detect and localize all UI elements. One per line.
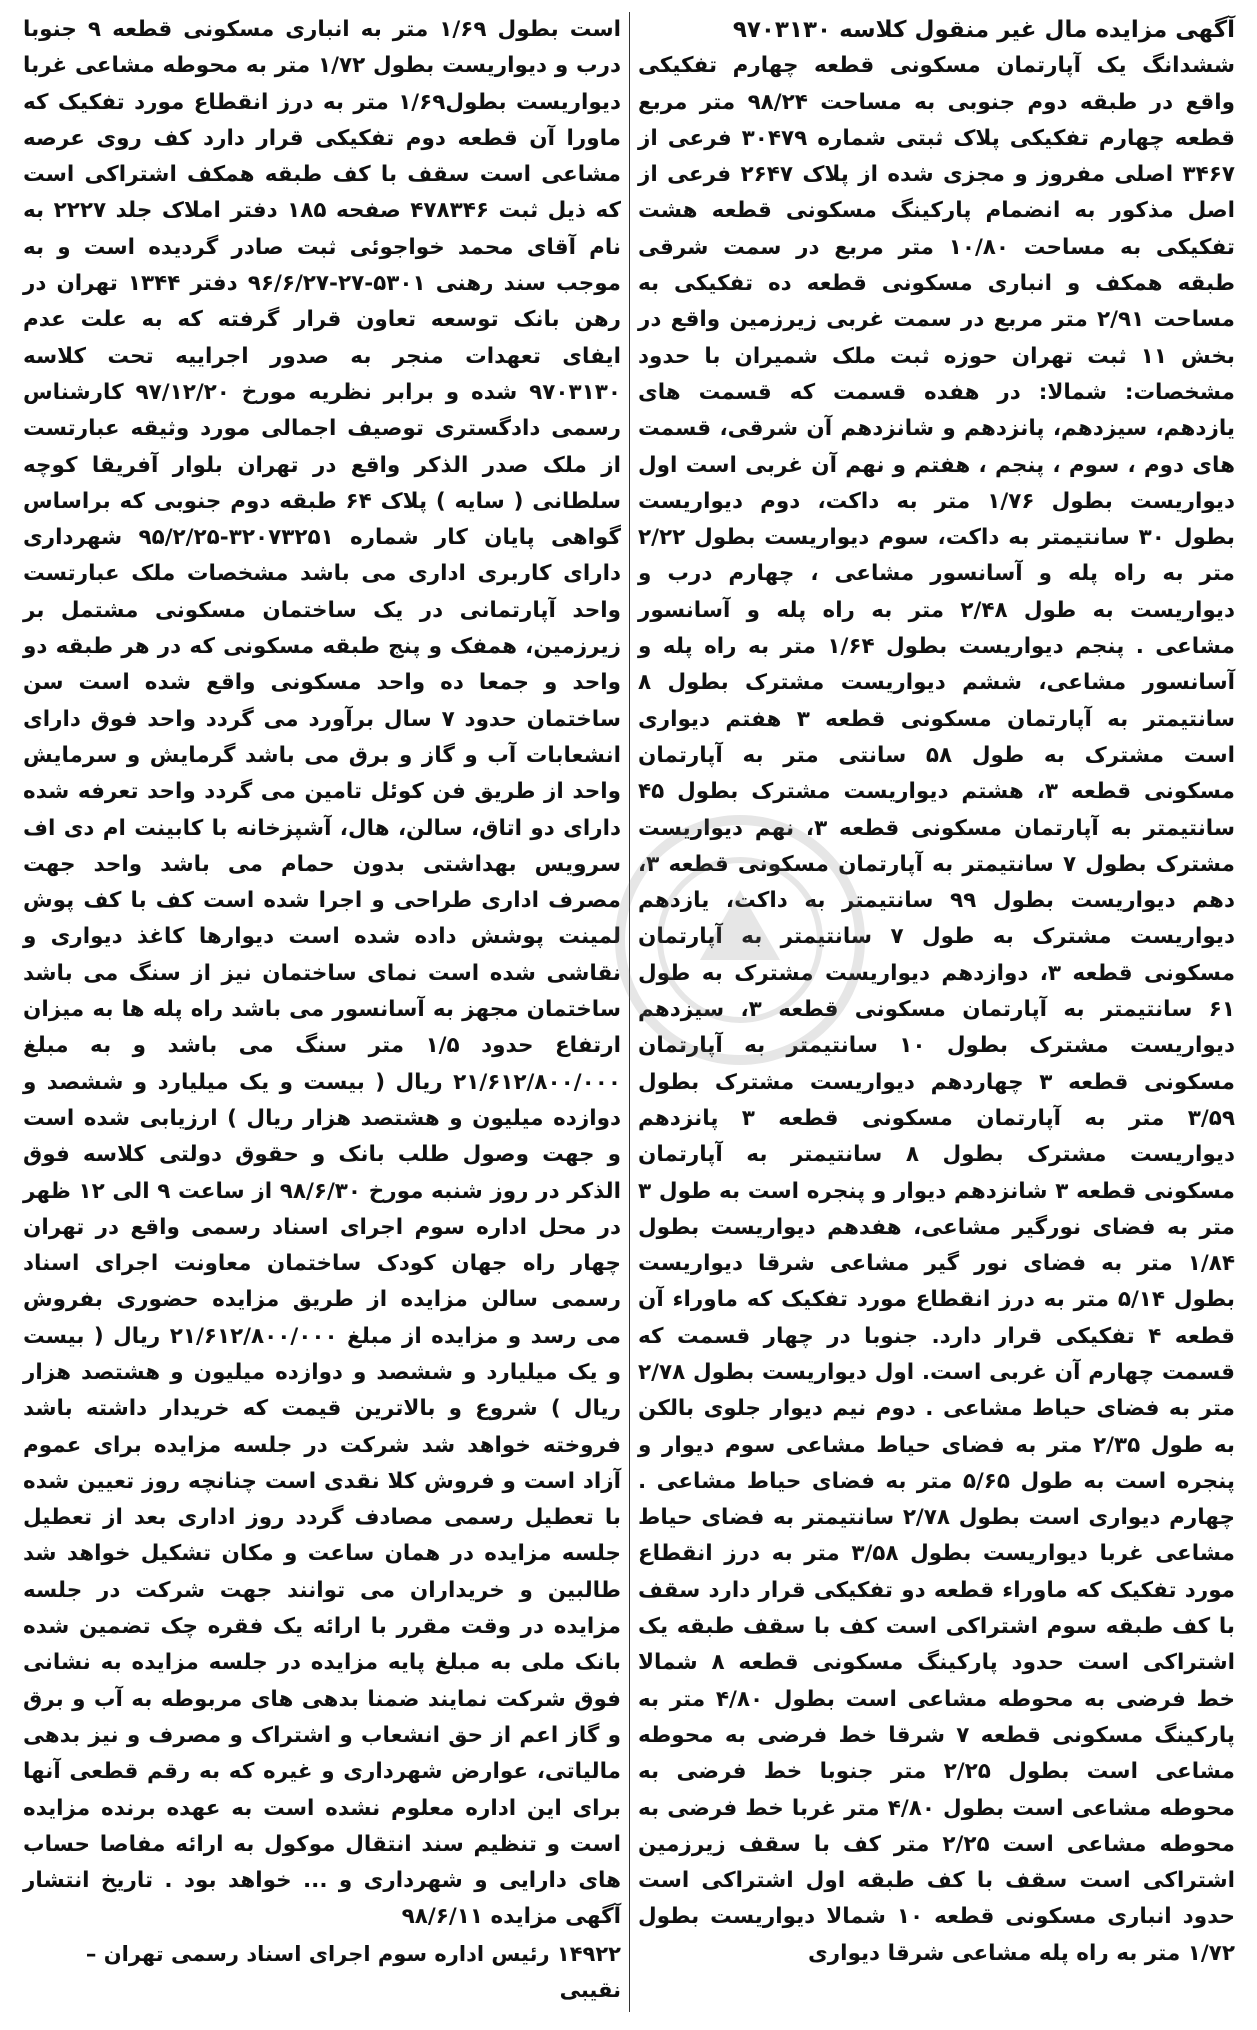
notice-title: آگهی مزایده مال غیر منقول کلاسه ۹۷۰۳۱۳۰ [732,17,1235,43]
left-column-text: است بطول ۱/۶۹ متر به انباری مسکونی قطعه ۹ جنوبا درب و دیواریست بطول ۱/۷۲ متر به محوطه مشاعی غربا دیواریست بطول۱/۶۹ متر به درز انقطاع مورد تفکیک که ماورا آن قطعه دوم تفکیکی قرار دارد کف روی عرصه مشاعی است سقف با کف طبقه همکف اشتراکی است که ذیل ثبت ۴۷۸۳۴۶ صفحه ۱۸۵ دفتر املاک جلد ۲۲۲۷ به نام آقای محمد خواجوئی ثبت صادر گردیده است و به موجب سند رهنی ۵۳۰۱-۲۷-۹۶/۶/۲۷ دفتر ۱۳۴۴ تهران در رهن بانک توسعه تعاون قرار گرفته که به علت عدم ایفای تعهدات منجر به صدور اجراییه تحت کلاسه ۹۷۰۳۱۳۰ شده و برابر نظریه مورخ ۹۷/۱۲/۲۰ کارشناس رسمی دادگستری توصیف اجمالی مورد وثیقه عبارتست از ملک صدر الذکر واقع در تهران بلوار آفریقا کوچه سلطانی ( سایه ) پلاک ۶۴ طبقه دوم جنوبی که براساس گواهی پایان کار شماره ۳۲۰۷۳۲۵۱-۹۵/۲/۲۵ شهرداری دارای کاربری اداری می باشد مشخصات ملک عبارتست واحد آپارتمانی در یک ساختمان مسکونی مشتمل بر زیرزمین، همفک و پنج طبقه مسکونی که در هر طبقه دو واحد و جمعا ده واحد مسکونی واقع شده است سن ساختمان حدود ۷ سال برآورد می گردد واحد فوق دارای انشعابات آب و گاز و برق می باشد گرمایش و سرمایش واحد از طریق فن کوئل تامین می گردد واحد تعرفه شده دارای دو اتاق، سالن، هال، آشپزخانه با کابینت ام دی اف سرویس بهداشتی بدون حمام می باشد واحد جهت مصرف اداری طراحی و اجرا شده است کف با کف پوش لمینت پوشش داده شده است دیوارها کاغذ دیواری و نقاشی شده است نمای ساختمان نیز از سنگ می باشد ساختمان مجهز به آسانسور می باشد راه پله ها به میزان ارتفاع حدود ۱/۵ متر سنگ می باشد و به مبلغ ۲۱/۶۱۲/۸۰۰/۰۰۰ ریال ( بیست و یک میلیارد و ششصد و دوازده میلیون و هشتصد هزار ریال ) ارزیابی شده است و جهت وصول طلب بانک و حقوق دولتی کلاسه فوق الذکر در روز شنبه مورخ ۹۸/۶/۳۰ از ساعت ۹ الی ۱۲ ظهر در محل اداره سوم اجرای اسناد رسمی واقع در تهران چهار راه جهان کودک ساختمان معاونت اجرای اسناد رسمی سالن مزایده از طریق مزایده حضوری بفروش می رسد و مزایده از مبلغ ۲۱/۶۱۲/۸۰۰/۰۰۰ ریال ( بیست و یک میلیارد و ششصد و دوازده میلیون و هشتصد هزار ریال ) شروع و بالاترین قیمت که خریدار داشته باشد فروخته خواهد شد شرکت در جلسه مزایده برای عموم آزاد است و فروش کلا نقدی است چنانچه روز تعیین شده با تعطیل رسمی مصادف گردد روز اداری بعد از تعطیل جلسه مزایده در همان ساعت و مکان تشکیل خواهد شد طالبین و خریداران می توانند جهت شرکت در جلسه مزایده در وقت مقرر با ارائه یک فقره چک تضمین شده بانک ملی به مبلغ پایه مزایده در جلسه مزایده به نشانی فوق شرکت نمایند ضمنا بدهی های مربوطه به آب و برق و گاز اعم از حق انشعاب و اشتراک و مصرف و نیز بدهی مالیاتی، عوارض شهرداری و غیره که به رقم قطعی آنها برای این اداره معلوم نشده است به عهده برنده مزایده است و تنظیم سند انتقال موکول به ارائه مفاصا حساب های دارایی و شهرداری و ... خواهد بود . تاریخ انتشار آگهی مزایده ۹۸/۶/۱۱ [23,17,622,1930]
right-column [629,12,1243,2012]
right-column-text: ششدانگ یک آپارتمان مسکونی قطعه چهارم تفکیکی واقع در طبقه دوم جنوبی به مساحت ۹۸/۲۴ متر مربع قطعه چهارم تفکیکی پلاک ثبتی شماره ۳۰۴۷۹ فرعی از ۳۴۶۷ اصلی مفروز و مجزی شده از پلاک ۲۶۴۷ فرعی از اصل مذکور به انضمام پارکینگ مسکونی قطعه هشت تفکیکی به مساحت ۱۰/۸۰ متر مربع در سمت شرقی طبقه همکف و انباری مسکونی قطعه ده تفکیکی به مساحت ۲/۹۱ متر مربع در سمت غربی زیرزمین واقع در بخش ۱۱ ثبت تهران حوزه ثبت ملک شمیران با حدود مشخصات: شمالا: در هفده قسمت که قسمت های یازدهم، سیزدهم، پانزدهم و شانزدهم آن شرقی، قسمت های دوم ، سوم ، پنجم ، هفتم و نهم آن غربی است اول دیواریست بطول ۱/۷۶ متر به داکت، دوم دیواریست بطول ۳۰ سانتیمتر به داکت، سوم دیواریست بطول ۲/۲۲ متر به راه پله و آسانسور مشاعی ، چهارم درب و دیواریست به طول ۲/۴۸ متر به راه پله و آسانسور مشاعی . پنجم دیواریست بطول ۱/۶۴ متر به راه پله و آسانسور مشاعی، ششم دیواریست مشترک بطول ۸ سانتیمتر به آپارتمان مسکونی قطعه ۳ هفتم دیواری است مشترک به طول ۵۸ سانتی متر به آپارتمان مسکونی قطعه ۳، هشتم دیواریست مشترک بطول ۴۵ سانتیمتر به آپارتمان مسکونی قطعه ۳، نهم دیواریست مشترک بطول ۷ سانتیمتر به آپارتمان مسکونی قطعه ۳، دهم دیواریست بطول ۹۹ سانتیمتر به داکت، یازدهم دیواریست مشترک به طول ۷ سانتیمتر به آپارتمان مسکونی قطعه ۳، دوازدهم دیواریست مشترک به طول ۶۱ سانتیمتر به آپارتمان مسکونی قطعه ۳، سیزدهم دیواریست مشترک بطول ۱۰ سانتیمتر به آپارتمان مسکونی قطعه ۳ چهاردهم دیواریست مشترک بطول ۳/۵۹ متر به آپارتمان مسکونی قطعه ۳ پانزدهم دیواریست مشترک بطول ۸ سانتیمتر به آپارتمان مسکونی قطعه ۳ شانزدهم دیوار و پنجره است به طول ۳ متر به فضای نورگیر مشاعی، هفدهم دیواریست بطول ۱/۸۴ متر به فضای نور گیر مشاعی شرقا دیواریست بطول ۵/۱۴ متر به درز انقطاع مورد تفکیک که ماوراء آن قطعه ۴ تفکیکی قرار دارد. جنوبا در چهار قسمت که قسمت چهارم آن غربی است. اول دیواریست بطول ۲/۷۸ متر به فضای حیاط مشاعی . دوم نیم دیوار جلوی بالکن به طول ۲/۳۵ متر به فضای حیاط مشاعی سوم دیوار و پنجره است به طول ۵/۶۵ متر به فضای حیاط مشاعی . چهارم دیواری است بطول ۲/۷۸ سانتیمتر به فضای حیاط مشاعی غربا دیواریست بطول ۳/۵۸ متر به درز انقطاع مورد تفکیک که ماوراء قطعه دو تفکیکی قرار دارد سقف با کف طبقه سوم اشتراکی است کف با سقف طبقه یک اشتراکی است حدود پارکینگ مسکونی قطعه ۸ شمالا خط فرضی به محوطه مشاعی است بطول ۴/۸۰ متر به پارکینگ مسکونی قطعه ۷ شرقا خط فرضی به محوطه مشاعی است بطول ۲/۲۵ متر جنوبا خط فرضی به محوطه مشاعی است بطول ۴/۸۰ متر غربا خط فرضی به محوطه مشاعی است ۲/۲۵ متر کف با سقف زیرزمین اشتراکی است سقف با کف طبقه اول اشتراکی است حدود انباری مسکونی قطعه ۱۰ شمالا دیواریست بطول ۱/۷۲ متر به راه پله مشاعی شرقا دیواری [638,53,1236,1966]
left-column [15,12,629,2012]
notice-signature: ۱۴۹۲۲ رئیس اداره سوم اجرای اسناد رسمی تهران – نقیبی [85,1941,621,2003]
notice-columns [14,12,1243,2012]
